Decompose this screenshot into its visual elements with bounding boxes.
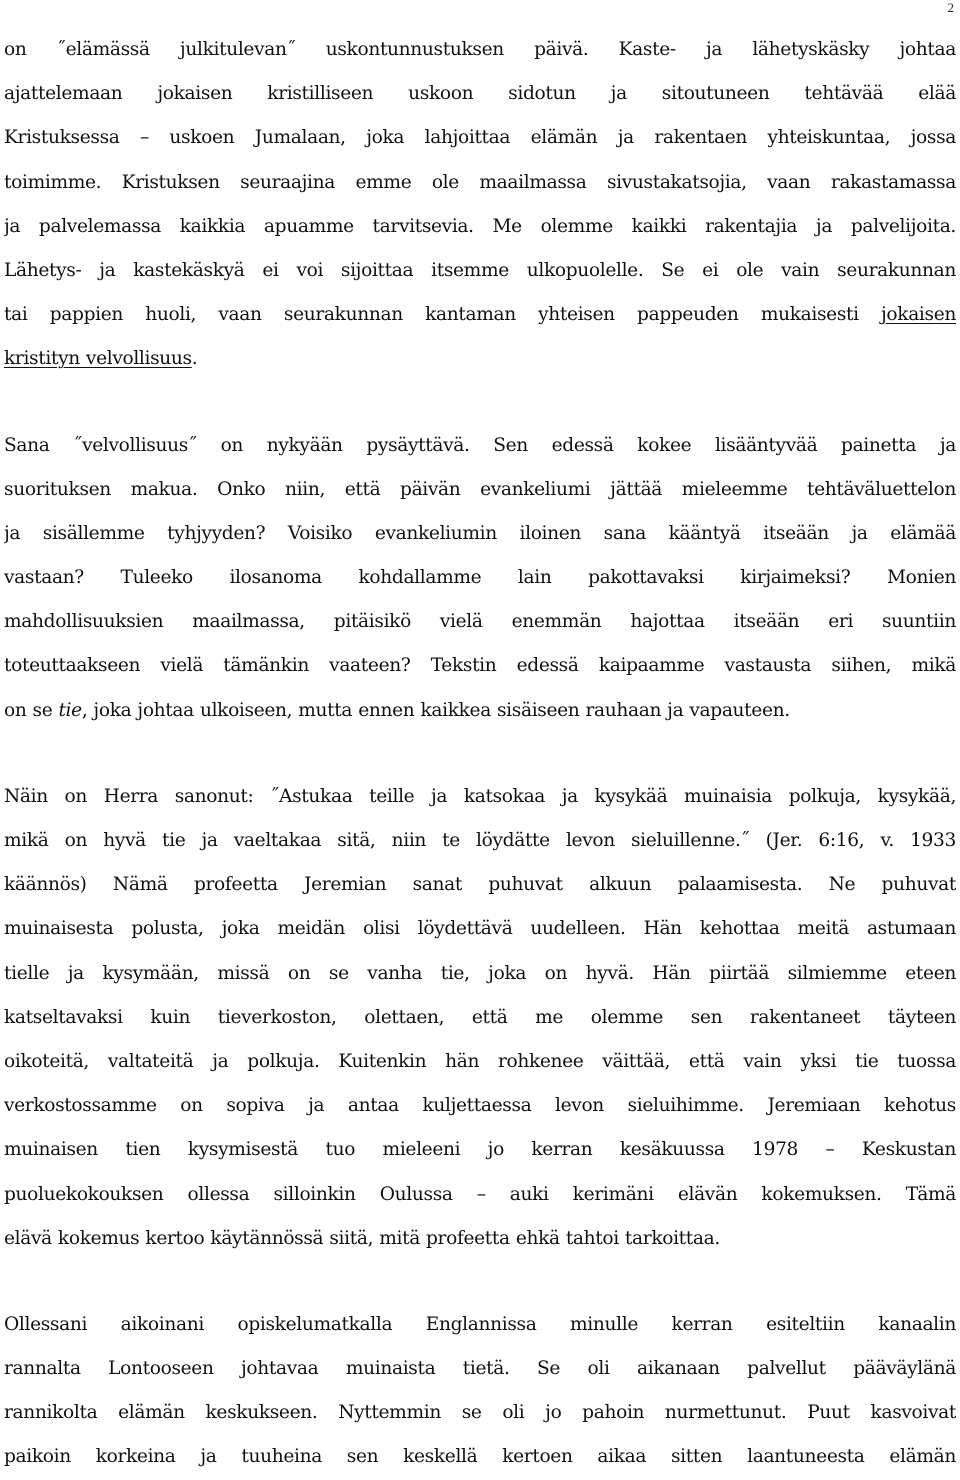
- text-line: Kristuksessa – uskoen Jumalaan, joka lahjoittaa elämän ja rakentaen yhteiskuntaa, jossa: [4, 127, 956, 149]
- text-line: mikä on hyvä tie ja vaeltakaa sitä, niin te löydätte levon sieluillenne.˝ (Jer. 6:16, v. 1933: [4, 830, 956, 851]
- paragraph-4: [4, 1303, 956, 1480]
- paragraph-1: [4, 28, 956, 382]
- text-line: muinaisen tien kysymisestä tuo mieleeni jo kerran kesäkuussa 1978 – Keskustan: [4, 1139, 956, 1161]
- italic-text: tie: [58, 699, 82, 721]
- text-line: [4, 293, 956, 337]
- text-line: käännös) Nämä profeetta Jeremian sanat puhuvat alkuun palaamisesta. Ne puhuvat: [4, 874, 956, 896]
- text-line: rannalta Lontooseen johtavaa muinaista tietä. Se oli aikanaan palvellut pääväylänä: [4, 1358, 956, 1380]
- text-fragment: , joka johtaa ulkoiseen, mutta ennen kaikkea sisäiseen rauhaan ja vapauteen.: [81, 699, 790, 721]
- text-fragment: tai pappien huoli, vaan seurakunnan kantaman yhteisen pappeuden mukaisesti: [4, 304, 882, 326]
- text-line: vastaan? Tuleeko ilosanoma kohdallamme lain pakottavaksi kirjaimeksi? Monien: [4, 567, 956, 589]
- document-body: [4, 28, 956, 1480]
- text-line: toimimme. Kristuksen seuraajina emme ole maailmassa sivustakatsojia, vaan rakastamassa: [4, 171, 956, 193]
- text-line: paikoin korkeina ja tuuheina sen keskellä kertoen aikaa sitten laantuneesta elämän: [4, 1446, 956, 1468]
- paragraph-2: [4, 424, 956, 733]
- text-line: [4, 337, 956, 381]
- text-line: oikoteitä, valtateitä ja polkuja. Kuitenkin hän rohkenee väittää, että vain yksi tie tuossa: [4, 1050, 956, 1072]
- underlined-text: jokaisen: [881, 304, 956, 326]
- text-line: ja palvelemassa kaikkia apuamme tarvitsevia. Me olemme kaikki rakentajia ja palvelijoita.: [4, 215, 956, 237]
- text-fragment: .: [191, 348, 198, 370]
- text-fragment: on se: [4, 699, 59, 721]
- text-line: katseltavaksi kuin tieverkoston, olettaen, että me olemme sen rakentaneet täyteen: [4, 1006, 956, 1028]
- page-number: 2: [947, 0, 954, 15]
- paragraph-gap: [4, 382, 956, 424]
- text-line: ajattelemaan jokaisen kristilliseen uskoon sidotun ja sitoutuneen tehtävää elää: [4, 83, 956, 105]
- paragraph-3: [4, 775, 956, 1261]
- text-line: [4, 689, 956, 733]
- text-line: puoluekokouksen ollessa silloinkin Oulussa – auki kerimäni elävän kokemuksen. Tämä: [4, 1183, 956, 1205]
- text-line: rannikolta elämän keskukseen. Nyttemmin se oli jo pahoin nurmettunut. Puut kasvoivat: [4, 1402, 956, 1424]
- text-line: elävä kokemus kertoo käytännössä siitä, mitä profeetta ehkä tahtoi tarkoittaa.: [4, 1227, 720, 1249]
- text-line: Sana ˝velvollisuus˝ on nykyään pysäyttävä. Sen edessä kokee lisääntyvää painetta ja: [4, 434, 956, 456]
- text-line: tielle ja kysymään, missä on se vanha tie, joka on hyvä. Hän piirtää silmiemme eteen: [4, 962, 956, 984]
- text-line: verkostossamme on sopiva ja antaa kuljettaessa levon sieluihimme. Jeremiaan kehotus: [4, 1095, 956, 1117]
- text-line: on ˝elämässä julkitulevan˝ uskontunnustuksen päivä. Kaste- ja lähetyskäsky johtaa: [4, 39, 956, 60]
- text-line: ja sisällemme tyhjyyden? Voisiko evankeliumin iloinen sana kääntyä itseään ja elämää: [4, 522, 956, 544]
- paragraph-gap: [4, 733, 956, 775]
- text-line: suorituksen makua. Onko niin, että päivän evankeliumi jättää mieleemme tehtäväluettelon: [4, 478, 956, 500]
- text-line: Lähetys- ja kastekäskyä ei voi sijoittaa itsemme ulkopuolelle. Se ei ole vain seurakunnan: [4, 259, 956, 281]
- text-line: Ollessani aikoinani opiskelumatkalla Englannissa minulle kerran esiteltiin kanaalin: [4, 1313, 956, 1335]
- text-line: toteuttaakseen vielä tämänkin vaateen? Tekstin edessä kaipaamme vastausta siihen, mikä: [4, 655, 956, 677]
- text-line: mahdollisuuksien maailmassa, pitäisikö vielä enemmän hajottaa itseään eri suuntiin: [4, 611, 956, 633]
- paragraph-gap: [4, 1261, 956, 1303]
- text-line: Näin on Herra sanonut: ˝Astukaa teille ja katsokaa ja kysykää muinaisia polkuja, kysykää,: [4, 785, 956, 807]
- text-line: muinaisesta polusta, joka meidän olisi löydettävä uudelleen. Hän kehottaa meitä astumaan: [4, 918, 956, 940]
- underlined-text: kristityn velvollisuus: [4, 348, 192, 370]
